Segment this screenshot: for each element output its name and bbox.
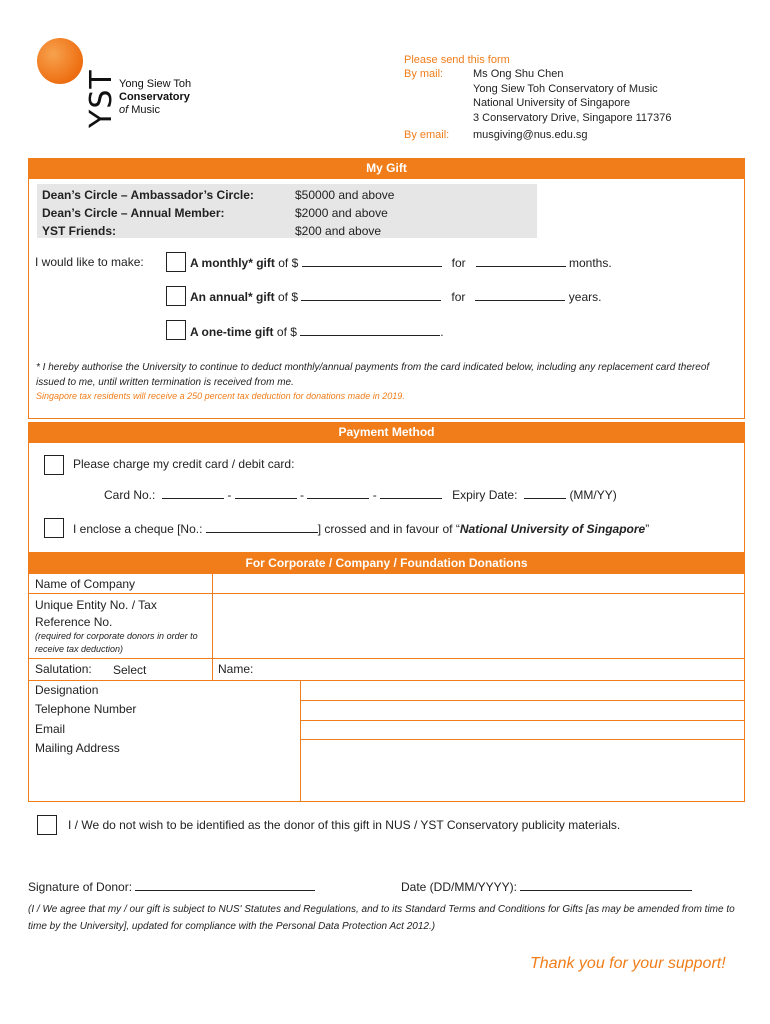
agreement-text: (I / We agree that my / our gift is subject to NUS' Statutes and Regulations, and to its Standard Terms and Conditions for Gifts [as may be amended from time to time by the University], updated for compliance with the Personal Data Protection Act 2012.) [28,904,735,932]
tax-note: Singapore tax residents will receive a 250 percent tax deduction for donations made in 2019. [36,391,405,401]
signature-field[interactable] [135,879,315,891]
tier-amounts: $50000 and above $2000 and above $200 and above [295,188,395,238]
mail-address: Ms Ong Shu Chen Yong Siew Toh Conservatory of Music National University of Singapore 3 Conservatory Drive, Singapore 117376 [473,68,672,124]
email-address[interactable]: musgiving@nus.edu.sg [473,129,588,141]
logo-circle [37,38,83,84]
card-number-field-4[interactable] [380,487,442,499]
name-field[interactable] [260,659,744,679]
anonymity-checkbox[interactable] [37,815,57,835]
address-label: Mailing Address [35,741,120,755]
uen-label: Unique Entity No. / Tax Reference No. [35,598,157,629]
send-intro: Please send this form [404,54,510,66]
logo-wordmark: Yong Siew Toh Conservatory of Music [119,78,192,116]
monthly-gift-row: A monthly* gift of $ for months. [190,256,612,270]
expiry-field[interactable] [524,487,566,499]
designation-field[interactable] [301,681,744,700]
tier-names: Dean’s Circle – Ambassador’s Circle: Dean’s Circle – Annual Member: YST Friends: [42,188,254,238]
salutation-label: Salutation: [35,662,92,676]
card-number-field-2[interactable] [235,487,297,499]
email-label: Email [35,722,66,736]
annual-duration-field[interactable] [475,289,565,301]
date-row: Date (DD/MM/YYYY): [401,879,692,894]
anonymity-label: I / We do not wish to be identified as the donor of this gift in NUS / YST Conservatory publicity materials. [68,818,621,832]
name-label: Name: [218,662,254,676]
telephone-field[interactable] [301,701,744,720]
card-number-field-3[interactable] [307,487,369,499]
by-email-label: By email: [404,129,450,141]
email-field[interactable] [301,721,744,739]
uen-note: (required for corporate donors in order to receive tax deduction) [35,631,198,654]
corporate-header: For Corporate / Company / Foundation Donations [28,553,745,574]
card-number-field-1[interactable] [162,487,224,499]
monthly-gift-checkbox[interactable] [166,252,186,272]
designation-label: Designation [35,683,99,697]
address-field[interactable] [301,740,744,801]
card-label: Please charge my credit card / debit card: [73,457,295,471]
annual-amount-field[interactable] [301,289,441,301]
logo-mark: YST [84,69,119,128]
telephone-label: Telephone Number [35,702,137,716]
annual-gift-row: An annual* gift of $ for years. [190,290,602,304]
onetime-gift-checkbox[interactable] [166,320,186,340]
salutation-select[interactable]: Select [113,663,147,677]
uen-field[interactable] [213,594,744,658]
onetime-amount-field[interactable] [300,324,440,336]
payment-header: Payment Method [28,422,745,443]
signature-row: Signature of Donor: [28,879,315,894]
cheque-row: I enclose a cheque [No.: ] crossed and in favour of “National University of Singapore” [73,522,650,536]
monthly-amount-field[interactable] [302,255,442,267]
thank-you: Thank you for your support! [530,955,726,972]
cheque-checkbox[interactable] [44,518,64,538]
gift-intro: I would like to make: [35,255,144,269]
company-label: Name of Company [35,577,136,591]
my-gift-header: My Gift [28,158,745,179]
onetime-gift-row: A one-time gift of $ . [190,325,444,339]
date-field[interactable] [520,879,692,891]
card-number-row: Card No.: - - - Expiry Date: (MM/YY) [104,488,617,502]
annual-gift-checkbox[interactable] [166,286,186,306]
card-checkbox[interactable] [44,455,64,475]
cheque-number-field[interactable] [206,521,318,533]
company-field[interactable] [213,575,744,593]
authorisation-note: * I hereby authorise the University to continue to deduct monthly/annual payments from the card indicated below, including any replacement card thereof issued to me, until written termination is received from me. [36,362,710,388]
by-mail-label: By mail: [404,68,444,80]
monthly-duration-field[interactable] [476,255,566,267]
